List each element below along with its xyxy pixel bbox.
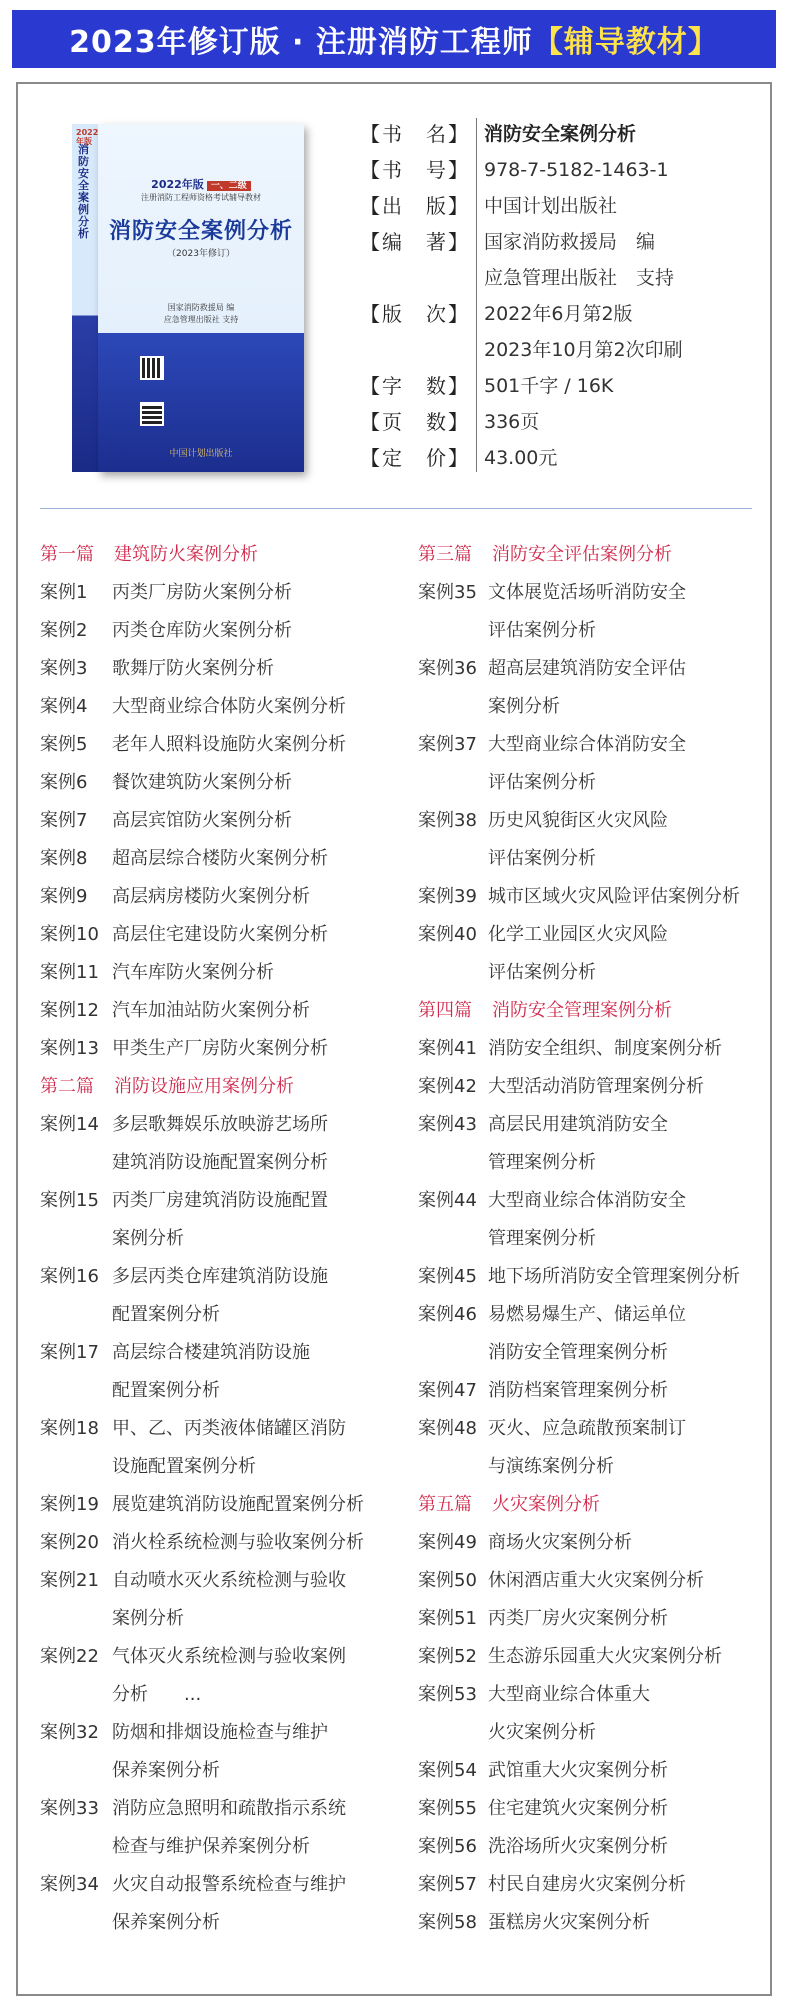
toc-entry	[418, 612, 788, 650]
case-title: 高层宾馆防火案例分析	[112, 810, 292, 831]
toc-entry	[418, 1524, 788, 1562]
case-title-continued: 配置案例分析	[112, 1304, 220, 1325]
case-number: 案例53	[418, 1684, 477, 1705]
header-highlight: 【辅导教材】	[532, 25, 719, 60]
toc-entry	[418, 878, 788, 916]
case-title-continued: 保养案例分析	[112, 1912, 220, 1933]
toc-entry	[418, 574, 788, 612]
case-number: 案例34	[40, 1874, 99, 1895]
case-title: 消防档案管理案例分析	[488, 1380, 668, 1401]
toc-entry	[418, 1106, 788, 1144]
toc-entry	[418, 1296, 788, 1334]
toc-entry	[40, 1258, 420, 1296]
toc-entry	[40, 1220, 420, 1258]
toc-entry	[40, 764, 420, 802]
part-number: 第二篇	[40, 1076, 94, 1097]
part-heading	[418, 992, 788, 1030]
case-title: 高层住宅建设防火案例分析	[112, 924, 328, 945]
toc-entry	[40, 1296, 420, 1334]
case-number: 案例8	[40, 848, 88, 869]
toc-entry	[418, 1448, 788, 1486]
case-number: 案例16	[40, 1266, 99, 1287]
toc-entry	[40, 1182, 420, 1220]
case-title: 消防安全组织、制度案例分析	[488, 1038, 722, 1059]
toc-right-column	[418, 536, 788, 1942]
case-number: 案例7	[40, 810, 88, 831]
info-row	[360, 404, 760, 440]
case-title: 大型商业综合体消防安全	[488, 734, 686, 755]
qr-code-icon	[140, 402, 164, 426]
info-label: 【版 次】	[360, 302, 470, 326]
part-number: 第一篇	[40, 544, 94, 565]
info-row	[360, 440, 760, 476]
case-title-continued: 建筑消防设施配置案例分析	[112, 1152, 328, 1173]
case-title: 高层病房楼防火案例分析	[112, 886, 310, 907]
toc-entry	[418, 688, 788, 726]
cover-subtitle: 注册消防工程师资格考试辅导教材	[141, 193, 261, 202]
case-title-continued: 案例分析	[112, 1608, 184, 1629]
toc-entry	[40, 992, 420, 1030]
info-label: 【编 著】	[360, 230, 470, 254]
toc-entry	[40, 612, 420, 650]
case-title: 蛋糕房火灾案例分析	[488, 1912, 650, 1933]
case-number: 案例19	[40, 1494, 99, 1515]
cover-year-label: 2022年版	[151, 178, 204, 191]
toc-entry	[40, 1106, 420, 1144]
case-number: 案例57	[418, 1874, 477, 1895]
case-title: 展览建筑消防设施配置案例分析	[112, 1494, 364, 1515]
case-number: 案例38	[418, 810, 477, 831]
toc-entry	[418, 1752, 788, 1790]
toc-entry	[418, 1334, 788, 1372]
case-title: 大型商业综合体消防安全	[488, 1190, 686, 1211]
toc-entry	[418, 726, 788, 764]
case-title: 丙类厂房建筑消防设施配置	[112, 1190, 328, 1211]
case-title: 高层综合楼建筑消防设施	[112, 1342, 310, 1363]
case-title: 生态游乐园重大火灾案例分析	[488, 1646, 722, 1667]
case-number: 案例49	[418, 1532, 477, 1553]
case-number: 案例32	[40, 1722, 99, 1743]
case-number: 案例52	[418, 1646, 477, 1667]
cover-title: 消防安全案例分析	[108, 219, 293, 244]
toc-entry	[418, 1676, 788, 1714]
cover-authors: 国家消防救援局 编 应急管理出版社 支持	[163, 303, 239, 324]
toc-entry	[40, 1144, 420, 1182]
part-title: 消防安全管理案例分析	[492, 1000, 672, 1021]
case-title-continued: 配置案例分析	[112, 1380, 220, 1401]
case-title-continued: 管理案例分析	[488, 1228, 596, 1249]
toc-entry	[40, 802, 420, 840]
book-front	[98, 124, 304, 472]
case-number: 案例47	[418, 1380, 477, 1401]
toc-entry	[418, 764, 788, 802]
case-number: 案例20	[40, 1532, 99, 1553]
case-number: 案例2	[40, 620, 88, 641]
case-title: 休闲酒店重大火灾案例分析	[488, 1570, 704, 1591]
case-number: 案例42	[418, 1076, 477, 1097]
info-label: 【书 名】	[360, 122, 470, 146]
info-value: 2023年10月第2次印刷	[484, 339, 683, 361]
cover-publisher: 中国计划出版社	[169, 449, 233, 459]
toc-entry	[418, 1904, 788, 1942]
case-number: 案例3	[40, 658, 88, 679]
toc-entry	[40, 1638, 420, 1676]
case-title-continued: 保养案例分析	[112, 1760, 220, 1781]
case-title: 防烟和排烟设施检查与维护	[112, 1722, 328, 1743]
case-number: 案例12	[40, 1000, 99, 1021]
case-title: 丙类仓库防火案例分析	[112, 620, 292, 641]
case-title: 灭火、应急疏散预案制订	[488, 1418, 686, 1439]
section-divider	[40, 508, 752, 509]
case-title: 消火栓系统检测与验收案例分析	[112, 1532, 364, 1553]
case-number: 案例9	[40, 886, 88, 907]
case-title: 地下场所消防安全管理案例分析	[488, 1266, 740, 1287]
toc-entry	[40, 1562, 420, 1600]
cover-level-tag: 一、二级	[207, 181, 251, 191]
toc-entry	[418, 1182, 788, 1220]
case-number: 案例35	[418, 582, 477, 603]
toc-entry	[40, 1714, 420, 1752]
case-title: 自动喷水灭火系统检测与验收	[112, 1570, 346, 1591]
toc-entry	[418, 1866, 788, 1904]
toc-entry	[418, 1030, 788, 1068]
toc-entry	[418, 1714, 788, 1752]
case-title: 超高层建筑消防安全评估	[488, 658, 686, 679]
case-title-continued: 管理案例分析	[488, 1152, 596, 1173]
toc-entry	[40, 1334, 420, 1372]
case-title: 多层歌舞娱乐放映游艺场所	[112, 1114, 328, 1135]
case-title: 汽车加油站防火案例分析	[112, 1000, 310, 1021]
toc-entry	[40, 726, 420, 764]
toc-entry	[40, 688, 420, 726]
info-row	[360, 260, 760, 296]
case-number: 案例10	[40, 924, 99, 945]
toc-entry	[40, 1486, 420, 1524]
case-number: 案例56	[418, 1836, 477, 1857]
case-number: 案例18	[40, 1418, 99, 1439]
info-value: 消防安全案例分析	[484, 123, 637, 145]
toc-entry	[40, 1828, 420, 1866]
info-row	[360, 152, 760, 188]
info-value: 国家消防救援局 编	[484, 231, 656, 253]
info-value: 应急管理出版社 支持	[484, 267, 675, 289]
case-number: 案例13	[40, 1038, 99, 1059]
cover-revision: （2023年修订）	[167, 249, 235, 259]
spine-title: 消防安全案例分析	[78, 143, 89, 240]
case-title: 甲类生产厂房防火案例分析	[112, 1038, 328, 1059]
info-row	[360, 296, 760, 332]
case-number: 案例14	[40, 1114, 99, 1135]
case-title: 餐饮建筑防火案例分析	[112, 772, 292, 793]
case-title: 易燃易爆生产、储运单位	[488, 1304, 686, 1325]
toc-entry	[40, 1904, 420, 1942]
case-title-continued: 与演练案例分析	[488, 1456, 614, 1477]
book-info-table	[360, 116, 760, 476]
case-title: 洗浴场所火灾案例分析	[488, 1836, 668, 1857]
case-title: 村民自建房火灾案例分析	[488, 1874, 686, 1895]
toc-entry	[40, 1600, 420, 1638]
case-number: 案例51	[418, 1608, 477, 1629]
toc-entry	[40, 1790, 420, 1828]
header-title: 2023年修订版 · 注册消防工程师	[69, 25, 533, 60]
page-header	[12, 10, 776, 68]
case-number: 案例17	[40, 1342, 99, 1363]
case-title-continued: 分析 ...	[112, 1684, 202, 1705]
case-title: 消防应急照明和疏散指示系统	[112, 1798, 346, 1819]
case-title: 文体展览活场听消防安全	[488, 582, 686, 603]
case-title-continued: 评估案例分析	[488, 962, 596, 983]
toc-entry	[40, 1030, 420, 1068]
book-spine	[72, 124, 99, 472]
case-title: 化学工业园区火灾风险	[488, 924, 668, 945]
toc-entry	[40, 650, 420, 688]
info-row	[360, 188, 760, 224]
toc-entry	[418, 840, 788, 878]
toc-entry	[40, 1866, 420, 1904]
info-value: 336页	[484, 411, 540, 433]
toc-left-column	[40, 536, 420, 1942]
toc-entry	[40, 1676, 420, 1714]
case-number: 案例5	[40, 734, 88, 755]
case-number: 案例41	[418, 1038, 477, 1059]
info-row	[360, 368, 760, 404]
part-title: 消防安全评估案例分析	[492, 544, 672, 565]
case-title: 气体灭火系统检测与验收案例	[112, 1646, 346, 1667]
case-title-continued: 设施配置案例分析	[112, 1456, 256, 1477]
info-label: 【书 号】	[360, 158, 470, 182]
case-title: 高层民用建筑消防安全	[488, 1114, 668, 1135]
info-value: 2022年6月第2版	[484, 303, 633, 325]
toc-entry	[418, 650, 788, 688]
case-number: 案例54	[418, 1760, 477, 1781]
spine-year: 2022年版	[76, 128, 99, 146]
case-title: 老年人照料设施防火案例分析	[112, 734, 346, 755]
toc-entry	[40, 1372, 420, 1410]
toc-entry	[40, 878, 420, 916]
toc-entry	[40, 1448, 420, 1486]
case-title: 大型商业综合体重大	[488, 1684, 650, 1705]
part-number: 第五篇	[418, 1494, 472, 1515]
case-title: 甲、乙、丙类液体储罐区消防	[112, 1418, 346, 1439]
case-title: 武馆重大火灾案例分析	[488, 1760, 668, 1781]
book-cover-image	[72, 124, 304, 472]
info-value: 501千字 / 16K	[484, 375, 614, 397]
info-label: 【页 数】	[360, 410, 470, 434]
case-number: 案例33	[40, 1798, 99, 1819]
case-title: 歌舞厅防火案例分析	[112, 658, 274, 679]
toc-entry	[418, 1372, 788, 1410]
cover-year	[98, 176, 304, 192]
case-number: 案例1	[40, 582, 88, 603]
case-number: 案例43	[418, 1114, 477, 1135]
toc-entry	[40, 574, 420, 612]
toc-entry	[40, 954, 420, 992]
case-title-continued: 火灾案例分析	[488, 1722, 596, 1743]
case-number: 案例45	[418, 1266, 477, 1287]
case-number: 案例40	[418, 924, 477, 945]
toc-entry	[418, 1258, 788, 1296]
part-number: 第三篇	[418, 544, 472, 565]
part-title: 火灾案例分析	[492, 1494, 600, 1515]
case-number: 案例36	[418, 658, 477, 679]
case-title: 丙类厂房火灾案例分析	[488, 1608, 668, 1629]
case-number: 案例39	[418, 886, 477, 907]
info-label	[360, 260, 472, 296]
case-number: 案例22	[40, 1646, 99, 1667]
case-number: 案例48	[418, 1418, 477, 1439]
toc-entry	[418, 1068, 788, 1106]
case-number: 案例6	[40, 772, 88, 793]
case-number: 案例58	[418, 1912, 477, 1933]
case-number: 案例11	[40, 962, 99, 983]
case-title-continued: 评估案例分析	[488, 848, 596, 869]
case-title: 历史风貌街区火灾风险	[488, 810, 668, 831]
info-row	[360, 224, 760, 260]
toc-entry	[418, 1410, 788, 1448]
case-title: 大型商业综合体防火案例分析	[112, 696, 346, 717]
case-title: 城市区域火灾风险评估案例分析	[488, 886, 740, 907]
case-number: 案例46	[418, 1304, 477, 1325]
case-number: 案例4	[40, 696, 88, 717]
case-title: 超高层综合楼防火案例分析	[112, 848, 328, 869]
info-label: 【出 版】	[360, 194, 470, 218]
toc-entry	[418, 1600, 788, 1638]
toc-entry	[40, 840, 420, 878]
case-title-continued: 案例分析	[112, 1228, 184, 1249]
info-value: 43.00元	[484, 447, 558, 469]
info-label: 【定 价】	[360, 446, 470, 470]
case-title-continued: 检查与维护保养案例分析	[112, 1836, 310, 1857]
toc-entry	[418, 1562, 788, 1600]
part-number: 第四篇	[418, 1000, 472, 1021]
part-heading	[40, 536, 420, 574]
case-title-continued: 评估案例分析	[488, 772, 596, 793]
case-number: 案例50	[418, 1570, 477, 1591]
toc-entry	[40, 1410, 420, 1448]
info-row	[360, 332, 760, 368]
case-title: 商场火灾案例分析	[488, 1532, 632, 1553]
part-heading	[418, 1486, 788, 1524]
toc-entry	[418, 1790, 788, 1828]
case-number: 案例55	[418, 1798, 477, 1819]
toc-entry	[418, 1144, 788, 1182]
qr-code-icon	[140, 356, 164, 380]
toc-entry	[40, 1752, 420, 1790]
case-title-continued: 案例分析	[488, 696, 560, 717]
toc-entry	[40, 916, 420, 954]
toc-entry	[418, 954, 788, 992]
info-row	[360, 116, 760, 152]
part-title: 消防设施应用案例分析	[114, 1076, 294, 1097]
case-title-continued: 消防安全管理案例分析	[488, 1342, 668, 1363]
part-heading	[418, 536, 788, 574]
case-number: 案例44	[418, 1190, 477, 1211]
case-number: 案例15	[40, 1190, 99, 1211]
case-title: 汽车库防火案例分析	[112, 962, 274, 983]
toc-entry	[418, 1638, 788, 1676]
toc-entry	[418, 802, 788, 840]
part-title: 建筑防火案例分析	[114, 544, 258, 565]
case-title: 住宅建筑火灾案例分析	[488, 1798, 668, 1819]
part-heading	[40, 1068, 420, 1106]
case-title: 火灾自动报警系统检查与维护	[112, 1874, 346, 1895]
info-label	[360, 332, 472, 368]
case-number: 案例37	[418, 734, 477, 755]
case-title: 丙类厂房防火案例分析	[112, 582, 292, 603]
toc-entry	[40, 1524, 420, 1562]
toc-entry	[418, 1220, 788, 1258]
info-label: 【字 数】	[360, 374, 470, 398]
info-value: 978-7-5182-1463-1	[484, 159, 669, 181]
case-title: 大型活动消防管理案例分析	[488, 1076, 704, 1097]
toc-entry	[418, 1828, 788, 1866]
toc-entry	[418, 916, 788, 954]
info-value: 中国计划出版社	[484, 195, 618, 217]
case-title: 多层丙类仓库建筑消防设施	[112, 1266, 328, 1287]
case-title-continued: 评估案例分析	[488, 620, 596, 641]
case-number: 案例21	[40, 1570, 99, 1591]
